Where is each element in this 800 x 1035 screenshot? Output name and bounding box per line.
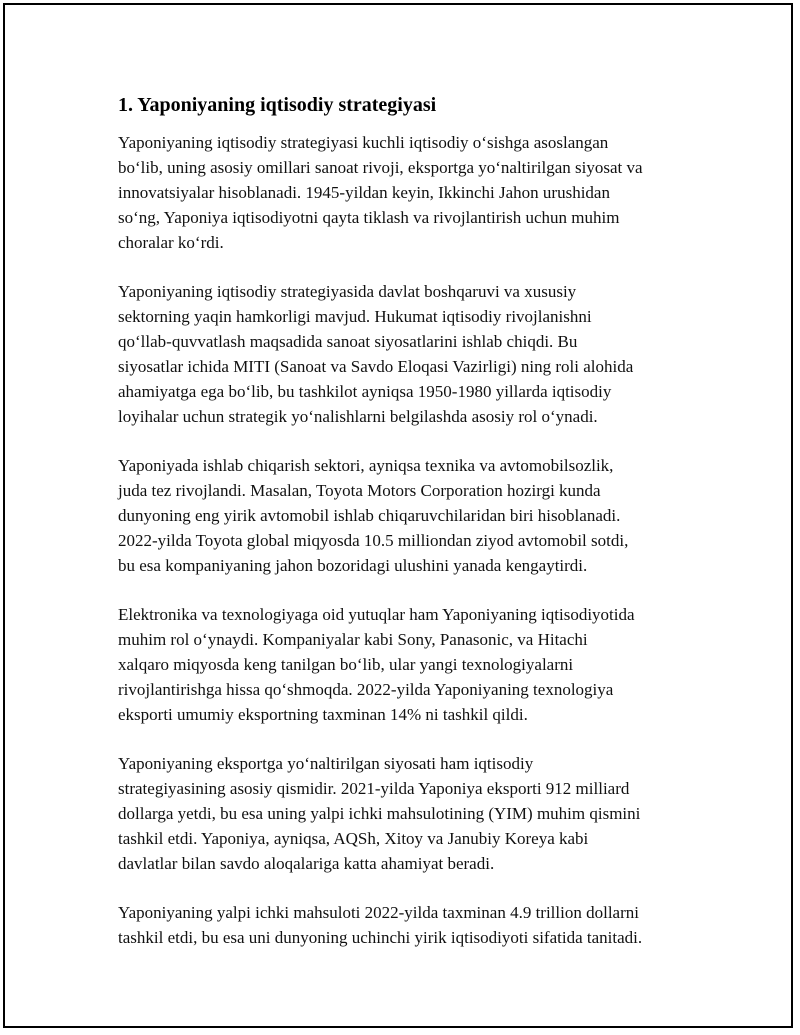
paragraph-manufacturing: Yaponiyada ishlab chiqarish sektori, ayniqsa texnika va avtomobilsozlik, juda tez rivojlandi. Masalan, Toyota Motors Corporation hozirgi kunda dunyoning eng yirik avtomobil ishlab chiqaruvchilaridan biri hisoblanadi. 2022-yilda Toyota global miqyosda 10.5 milliondan ziyod avtomobil sotdi, bu esa kompaniyaning jahon bozoridagi ulushini yanada kengaytirdi. <box>118 456 629 575</box>
paragraph-government-cooperation: Yaponiyaning iqtisodiy strategiyasida davlat boshqaruvi va xususiy sektorning yaqin hamkorligi mavjud. Hukumat iqtisodiy rivojlanishni qoʻllab-quvvatlash maqsadida sanoat siyosatlarini ishlab chiqdi. Bu siyosatlar ichida MITI (Sanoat va Savdo Eloqasi Vazirligi) ning roli alohida ahamiyatga ega boʻlib, bu tashkilot ayniqsa 1950-1980 yillarda iqtisodiy loyihalar uchun strategik yoʻnalishlarni belgilashda asosiy rol oʻynadi. <box>118 282 634 426</box>
paragraph-gdp: Yaponiyaning yalpi ichki mahsuloti 2022-yilda taxminan 4.9 trillion dollarni tashkil etdi, bu esa uni dunyoning uchinchi yirik iqtisodiyoti sifatida tanitadi. <box>118 903 643 947</box>
paragraph-export-policy: Yaponiyaning eksportga yoʻnaltirilgan siyosati ham iqtisodiy strategiyasining asosiy qismidir. 2021-yilda Yaponiya eksporti 912 milliard dollarga yetdi, bu esa uning yalpi ichki mahsulotining (YIM) muhim qismini tashkil etdi. Yaponiya, ayniqsa, AQSh, Xitoy va Janubiy Koreya kabi davlatlar bilan savdo aloqalariga katta ahamiyat beradi. <box>118 754 641 873</box>
section-heading: 1. Yaponiyaning iqtisodiy strategiyasi <box>118 94 437 116</box>
document-body <box>118 92 693 974</box>
paragraph-strategy-overview: Yaponiyaning iqtisodiy strategiyasi kuchli iqtisodiy oʻsishga asoslangan boʻlib, uning asosiy omillari sanoat rivoji, eksportga yoʻnaltirilgan siyosat va innovatsiyalar hisoblanadi. 1945-yildan keyin, Ikkinchi Jahon urushidan soʻng, Yaponiya iqtisodiyotni qayta tiklash va rivojlantirish uchun muhim choralar koʻrdi. <box>118 133 643 252</box>
paragraph-electronics: Elektronika va texnologiyaga oid yutuqlar ham Yaponiyaning iqtisodiyotida muhim rol oʻynaydi. Kompaniyalar kabi Sony, Panasonic, va Hitachi xalqaro miqyosda keng tanilgan boʻlib, ular yangi texnologiyalarni rivojlantirishga hissa qoʻshmoqda. 2022-yilda Yaponiyaning texnologiya eksporti umumiy eksportning taxminan 14% ni tashkil qildi. <box>118 605 635 724</box>
